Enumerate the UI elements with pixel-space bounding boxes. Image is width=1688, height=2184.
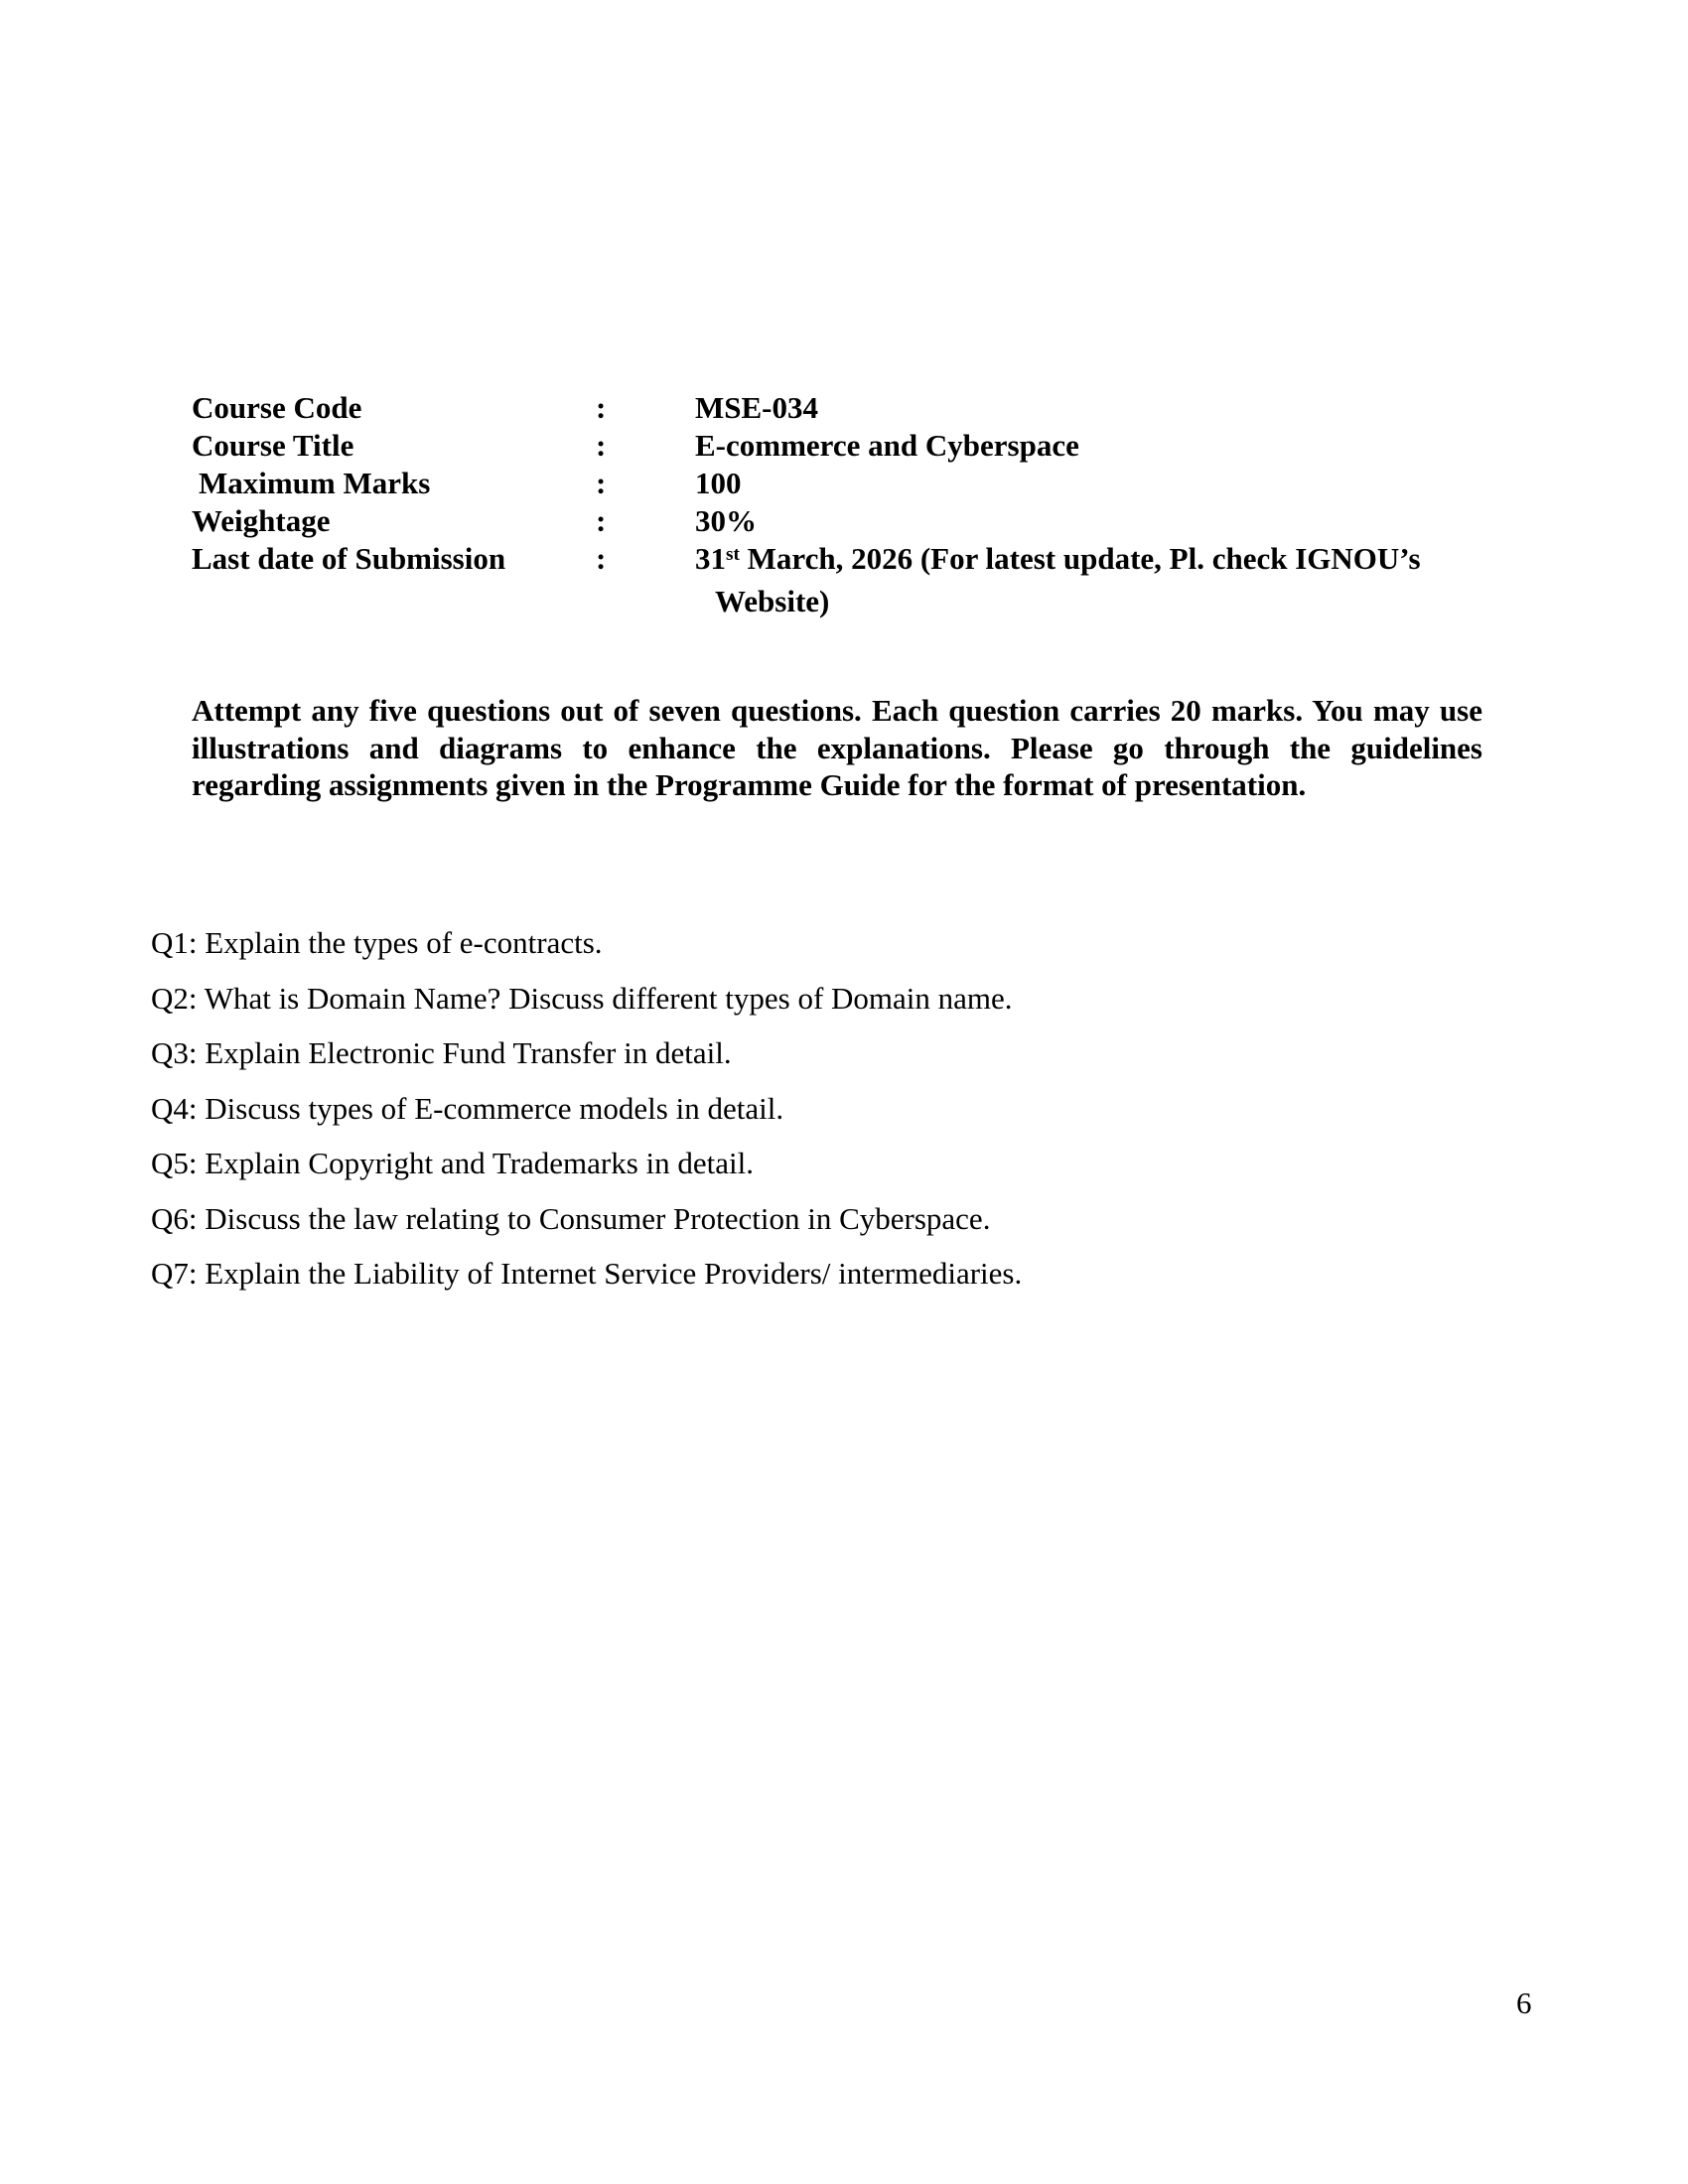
separator: : xyxy=(596,390,607,425)
question-1: Q1: Explain the types of e-contracts. xyxy=(151,925,603,960)
instructions-paragraph: Attempt any five questions out of seven questions. Each question carries 20 marks. You may use illustrations and diagrams to enhance the explanations. Please go through the guidelines regarding assignments given in the Programme Guide for the format of presentation. xyxy=(192,693,1482,802)
question-7: Q7: Explain the Liability of Internet Service Providers/ intermediaries. xyxy=(151,1256,1023,1291)
separator: : xyxy=(596,428,607,463)
course-code-value: MSE-034 xyxy=(695,390,818,425)
maximum-marks-value: 100 xyxy=(695,466,742,500)
separator: : xyxy=(596,466,607,500)
question-3: Q3: Explain Electronic Fund Transfer in detail. xyxy=(151,1035,732,1070)
course-code-label: Course Code xyxy=(192,390,362,425)
last-date-row xyxy=(192,540,1482,620)
questions-list xyxy=(151,927,1561,1313)
question-5: Q5: Explain Copyright and Trademarks in detail. xyxy=(151,1146,755,1180)
course-title-row xyxy=(192,427,1482,465)
question-4: Q4: Discuss types of E-commerce models in detail. xyxy=(151,1090,784,1126)
weightage-value: 30% xyxy=(695,503,757,538)
ordinal-suffix: st xyxy=(726,544,740,566)
weightage-row xyxy=(192,502,1482,540)
weightage-label: Weightage xyxy=(192,503,331,538)
last-date-label: Last date of Submission xyxy=(192,541,506,576)
last-date-value xyxy=(695,540,1482,620)
last-date-value-line2: Website) xyxy=(715,584,830,618)
maximum-marks-label: Maximum Marks xyxy=(199,466,431,500)
course-title-label: Course Title xyxy=(192,428,354,463)
page-number: 6 xyxy=(1516,1985,1532,2020)
question-6: Q6: Discuss the law relating to Consumer Protection in Cyberspace. xyxy=(151,1200,991,1236)
maximum-marks-row xyxy=(192,465,1482,502)
course-title-value: E-commerce and Cyberspace xyxy=(695,428,1079,463)
last-date-day: 31 xyxy=(695,541,726,576)
last-date-rest: March, 2026 (For latest update, Pl. check IGNOU’s xyxy=(739,541,1421,576)
course-info-table xyxy=(192,389,1482,620)
separator: : xyxy=(596,503,607,538)
question-2: Q2: What is Domain Name? Discuss different types of Domain name. xyxy=(151,980,1013,1016)
separator: : xyxy=(596,541,607,576)
course-code-row xyxy=(192,389,1482,427)
